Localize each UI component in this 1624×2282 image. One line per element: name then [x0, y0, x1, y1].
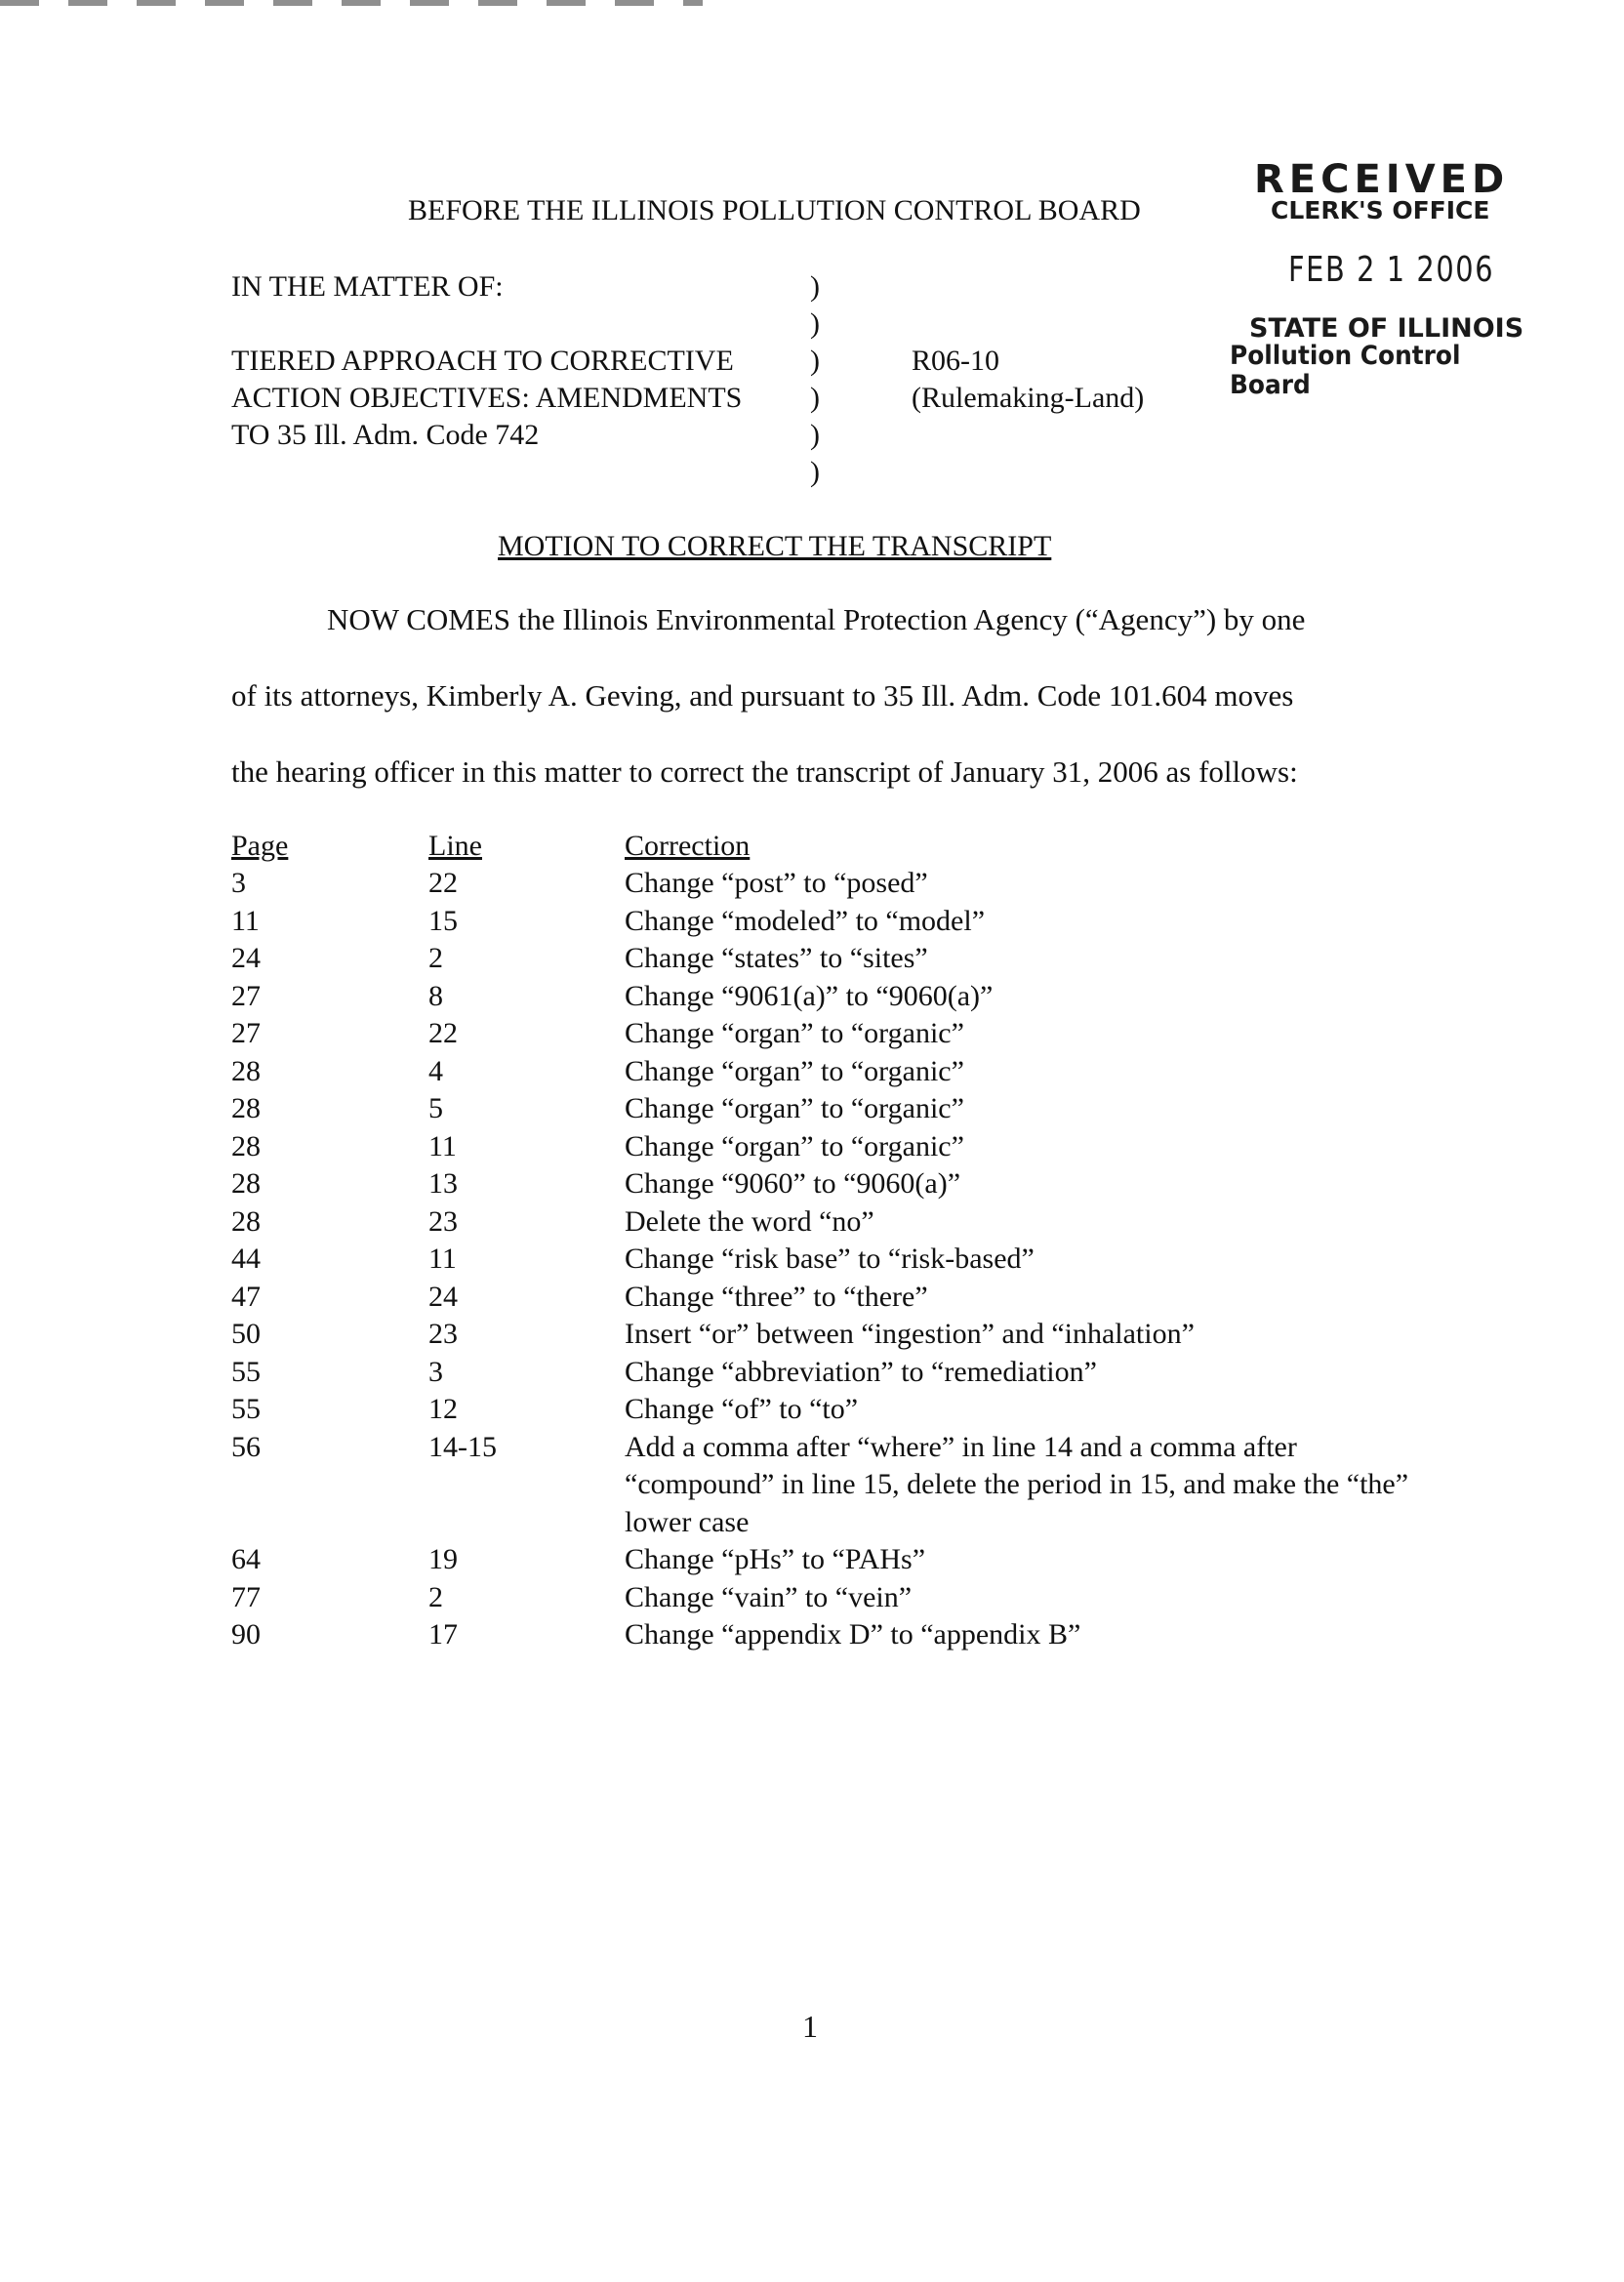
caption-paren: ): [810, 419, 820, 451]
cell-page: 55: [231, 1355, 261, 1388]
cell-page: 90: [231, 1618, 261, 1650]
cell-correction: Change “states” to “sites”: [625, 942, 928, 974]
table-row: [231, 1128, 1441, 1166]
header-page: Page: [231, 830, 289, 862]
cell-correction: Change “vain” to “vein”: [625, 1580, 913, 1613]
table-row: [231, 1316, 1441, 1354]
cell-correction: Change “post” to “posed”: [625, 867, 928, 899]
cell-correction: Delete the word “no”: [625, 1204, 874, 1238]
cell-page: 28: [231, 1204, 261, 1238]
caption-line2: ACTION OBJECTIVES: AMENDMENTS: [231, 382, 743, 414]
table-row: [231, 978, 1441, 1016]
caption-paren: ): [810, 345, 820, 377]
cell-page: 47: [231, 1280, 261, 1313]
caption-line3: TO 35 Ill. Adm. Code 742: [231, 419, 540, 451]
body-line-1: NOW COMES the Illinois Environmental Protection Agency (“Agency”) by one: [327, 602, 1306, 636]
cell-correction: Change “pHs” to “PAHs”: [625, 1543, 926, 1575]
cell-line: 23: [428, 1318, 458, 1350]
table-row: [231, 1541, 1441, 1579]
cell-line: 2: [428, 942, 443, 974]
cell-correction: Change “organ” to “organic”: [625, 1092, 964, 1124]
cell-line: 8: [428, 979, 443, 1012]
cell-line: 23: [428, 1204, 458, 1238]
table-row: [231, 1203, 1441, 1242]
caption-paren: ): [810, 456, 820, 488]
cell-page: 27: [231, 1017, 261, 1049]
cell-correction: Change “modeled” to “model”: [625, 904, 986, 937]
table-row: [231, 1053, 1441, 1091]
cell-page: 44: [231, 1243, 261, 1275]
cell-correction: Change “9060” to “9060(a)”: [625, 1167, 961, 1200]
cell-line: 11: [428, 1129, 457, 1162]
caption-matter: IN THE MATTER OF:: [231, 270, 504, 303]
cell-line: 24: [428, 1280, 458, 1313]
docket-number: R06-10: [912, 345, 999, 377]
cell-page: 64: [231, 1543, 261, 1575]
cell-line: 17: [428, 1618, 458, 1650]
table-row: [231, 1165, 1441, 1203]
table-row: [231, 903, 1441, 941]
table-row: [231, 1279, 1441, 1317]
cell-correction: Add a comma after “where” in line 14 and a comma after “compound” in line 15, delete the period in 15, and make the “the” lower case: [625, 1430, 1409, 1538]
table-row: [231, 940, 1441, 978]
caption-paren: ): [810, 307, 820, 340]
table-row: [231, 865, 1441, 903]
document-title: MOTION TO CORRECT THE TRANSCRIPT: [498, 530, 1052, 562]
cell-page: 28: [231, 1129, 261, 1162]
cell-line: 22: [428, 867, 458, 899]
table-row: [231, 1616, 1441, 1654]
board-heading: BEFORE THE ILLINOIS POLLUTION CONTROL BOARD: [408, 194, 1141, 226]
cell-correction: Insert “or” between “ingestion” and “inhalation”: [625, 1318, 1195, 1350]
stamp-received: RECEIVED: [1254, 157, 1510, 202]
header-line: Line: [428, 830, 482, 862]
cell-line: 11: [428, 1243, 457, 1275]
stamp-office: CLERK'S OFFICE: [1271, 196, 1490, 224]
cell-correction: Change “three” to “there”: [625, 1280, 928, 1313]
table-header: [231, 828, 1441, 865]
cell-page: 24: [231, 942, 261, 974]
cell-line: 19: [428, 1543, 458, 1575]
cell-page: 56: [231, 1430, 261, 1463]
stamp-date: FEB 2 1 2006: [1288, 250, 1495, 290]
cell-line: 14-15: [428, 1430, 497, 1463]
cell-correction: Change “of” to “to”: [625, 1393, 859, 1425]
table-row: [231, 1241, 1441, 1279]
cell-correction: Change “risk base” to “risk-based”: [625, 1243, 1035, 1275]
cell-correction: Change “9061(a)” to “9060(a)”: [625, 979, 994, 1012]
table-row: [231, 1391, 1441, 1429]
caption-paren: ): [810, 382, 820, 414]
body-line-2: of its attorneys, Kimberly A. Geving, and pursuant to 35 Ill. Adm. Code 101.604 moves: [231, 678, 1294, 713]
table-row: [231, 1579, 1441, 1617]
cell-line: 13: [428, 1167, 458, 1200]
body-line-3: the hearing officer in this matter to correct the transcript of January 31, 2006 as follows:: [231, 754, 1298, 789]
table-body: [231, 865, 1441, 1654]
cell-page: 28: [231, 1054, 261, 1087]
stamp-state: STATE OF ILLINOIS: [1249, 313, 1524, 344]
docket-type: (Rulemaking-Land): [912, 382, 1145, 414]
cell-correction: Change “organ” to “organic”: [625, 1017, 964, 1049]
table-row: [231, 1015, 1441, 1053]
cell-line: 5: [428, 1092, 443, 1124]
cell-line: 22: [428, 1017, 458, 1049]
cell-page: 50: [231, 1318, 261, 1350]
cell-correction: Change “organ” to “organic”: [625, 1054, 964, 1087]
cell-correction: Change “appendix D” to “appendix B”: [625, 1618, 1081, 1650]
table-row: [231, 1429, 1441, 1542]
caption-paren: ): [810, 270, 820, 303]
cell-page: 27: [231, 979, 261, 1012]
cell-line: 2: [428, 1580, 443, 1613]
cell-correction: Change “organ” to “organic”: [625, 1129, 964, 1162]
cell-line: 4: [428, 1054, 443, 1087]
cell-line: 3: [428, 1355, 443, 1388]
stamp-board: Pollution Control Board: [1230, 341, 1461, 400]
cell-page: 77: [231, 1580, 261, 1613]
page-number: 1: [802, 2009, 818, 2044]
cell-line: 12: [428, 1393, 458, 1425]
table-row: [231, 1090, 1441, 1128]
cell-page: 11: [231, 904, 260, 937]
header-correction: Correction: [625, 830, 751, 862]
cell-page: 28: [231, 1092, 261, 1124]
cell-page: 3: [231, 867, 246, 899]
table-row: [231, 1354, 1441, 1392]
corrections-table: [231, 828, 1441, 1654]
cell-correction: Change “abbreviation” to “remediation”: [625, 1355, 1097, 1388]
cell-page: 55: [231, 1393, 261, 1425]
caption-line1: TIERED APPROACH TO CORRECTIVE: [231, 345, 734, 377]
cell-line: 15: [428, 904, 458, 937]
cell-page: 28: [231, 1167, 261, 1200]
